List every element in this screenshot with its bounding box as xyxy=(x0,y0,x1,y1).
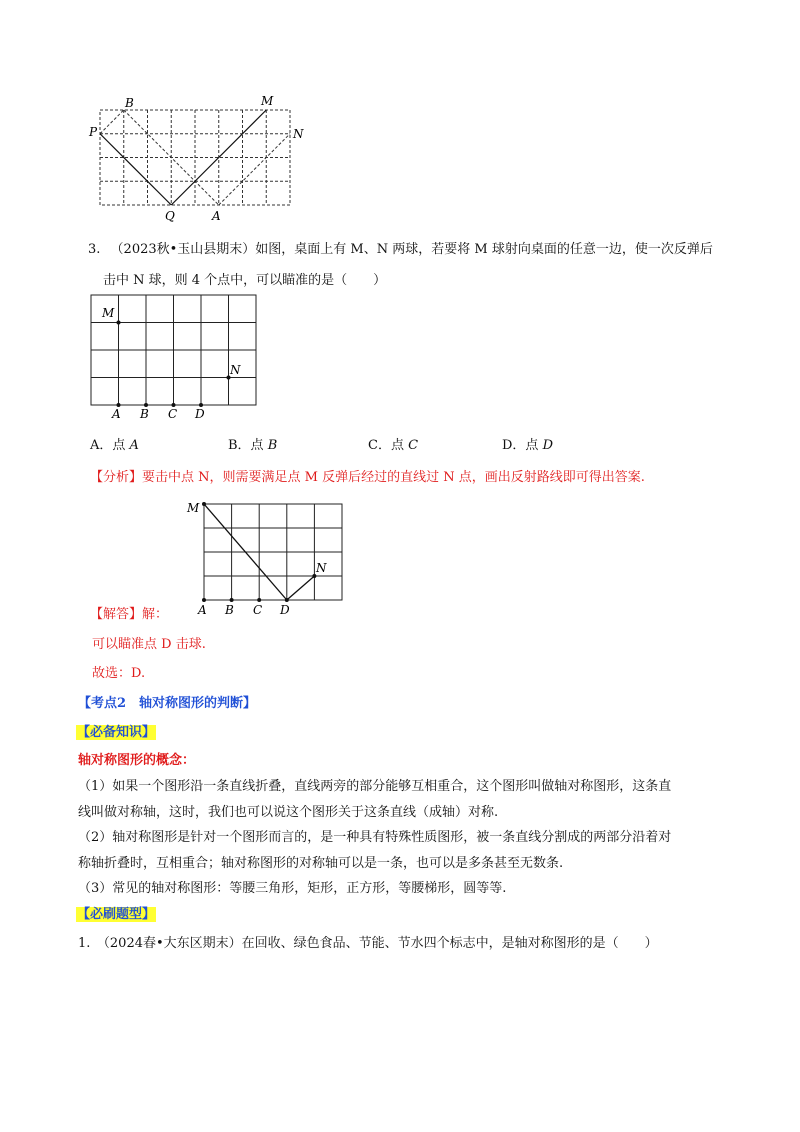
paragraph-3: （3）常见的轴对称图形：等腰三角形，矩形，正方形，等腰梯形，圆等等. xyxy=(78,881,507,896)
label-b: B xyxy=(225,603,234,617)
paragraph-1-line-2: 线叫做对称轴，这时，我们也可以说这个图形关于这条直线（成轴）对称. xyxy=(78,805,499,820)
paragraph-1-line-1: （1）如果一个图形沿一条直线折叠，直线两旁的部分能够互相重合，这个图形叫做轴对称图形，这条直 xyxy=(78,779,672,794)
label-n: N xyxy=(230,363,241,377)
question-3-line-1 xyxy=(88,238,713,257)
label-p: P xyxy=(89,125,98,139)
label-d: D xyxy=(280,603,290,617)
option-b-point: B xyxy=(267,438,278,453)
label-b: B xyxy=(125,96,134,110)
solution-figure xyxy=(182,492,357,622)
label-d: D xyxy=(195,407,205,421)
knowledge-tag-wrap xyxy=(76,721,156,740)
label-m: M xyxy=(261,94,274,108)
label-a: A xyxy=(112,407,121,421)
option-d[interactable] xyxy=(502,434,553,453)
option-c-letter: C．点 xyxy=(368,438,409,453)
section-heading: 【考点2 轴对称图形的判断】 xyxy=(78,696,257,711)
label-m: M xyxy=(187,501,200,515)
label-b: B xyxy=(140,407,149,421)
analysis-text: 【分析】要击中点 N，则需要满足点 M 反弹后经过的直线过 N 点，画出反射路线即可得出答案. xyxy=(90,470,645,485)
billiard-table-figure xyxy=(88,292,268,422)
option-c-point: C xyxy=(408,438,419,453)
reflection-figure-1 xyxy=(85,92,315,222)
paragraph-2-line-2: 称轴折叠时，互相重合；轴对称图形的对称轴可以是一条，也可以是多条甚至无数条. xyxy=(78,856,564,871)
question-3-line-2: 击中 N 球，则 4 个点中，可以瞄准的是（ ） xyxy=(103,273,387,288)
practice-tag: 【必刷题型】 xyxy=(77,907,156,922)
option-a-point: A xyxy=(129,438,139,453)
label-q: Q xyxy=(165,209,175,222)
concept-title: 轴对称图形的概念： xyxy=(78,753,196,768)
answer-line: 故选：D. xyxy=(92,666,146,681)
label-c: C xyxy=(253,603,263,617)
label-m: M xyxy=(102,306,115,320)
question-3-number: 3. xyxy=(88,242,101,257)
solution-line: 可以瞄准点 D 击球. xyxy=(92,637,206,652)
label-n: N xyxy=(293,127,304,141)
label-a: A xyxy=(212,209,221,222)
option-d-point: D xyxy=(542,438,553,453)
knowledge-tag: 【必备知识】 xyxy=(77,725,156,740)
solution-tag: 【解答】解： xyxy=(90,607,169,622)
option-d-letter: D．点 xyxy=(502,438,543,453)
label-c: C xyxy=(168,407,178,421)
practice-tag-wrap xyxy=(76,903,156,922)
option-c[interactable] xyxy=(368,434,418,453)
question-1: 1. （2024春•大东区期末）在回收、绿色食品、节能、节水四个标志中，是轴对称图形的是（ ） xyxy=(78,936,658,951)
question-3-text-1: （2023秋•玉山县期末）如图，桌面上有 M、N 两球，若要将 M 球射向桌面的任意一边，使一次反弹后 xyxy=(110,242,713,257)
option-b[interactable] xyxy=(228,434,277,453)
option-b-letter: B．点 xyxy=(228,438,268,453)
paragraph-2-line-1: （2）轴对称图形是针对一个图形而言的，是一种具有特殊性质图形，被一条直线分割成的两部分沿着对 xyxy=(78,830,672,845)
label-n: N xyxy=(316,561,327,575)
option-a-letter: A．点 xyxy=(90,438,130,453)
option-a[interactable] xyxy=(90,434,139,453)
label-a: A xyxy=(198,603,207,617)
